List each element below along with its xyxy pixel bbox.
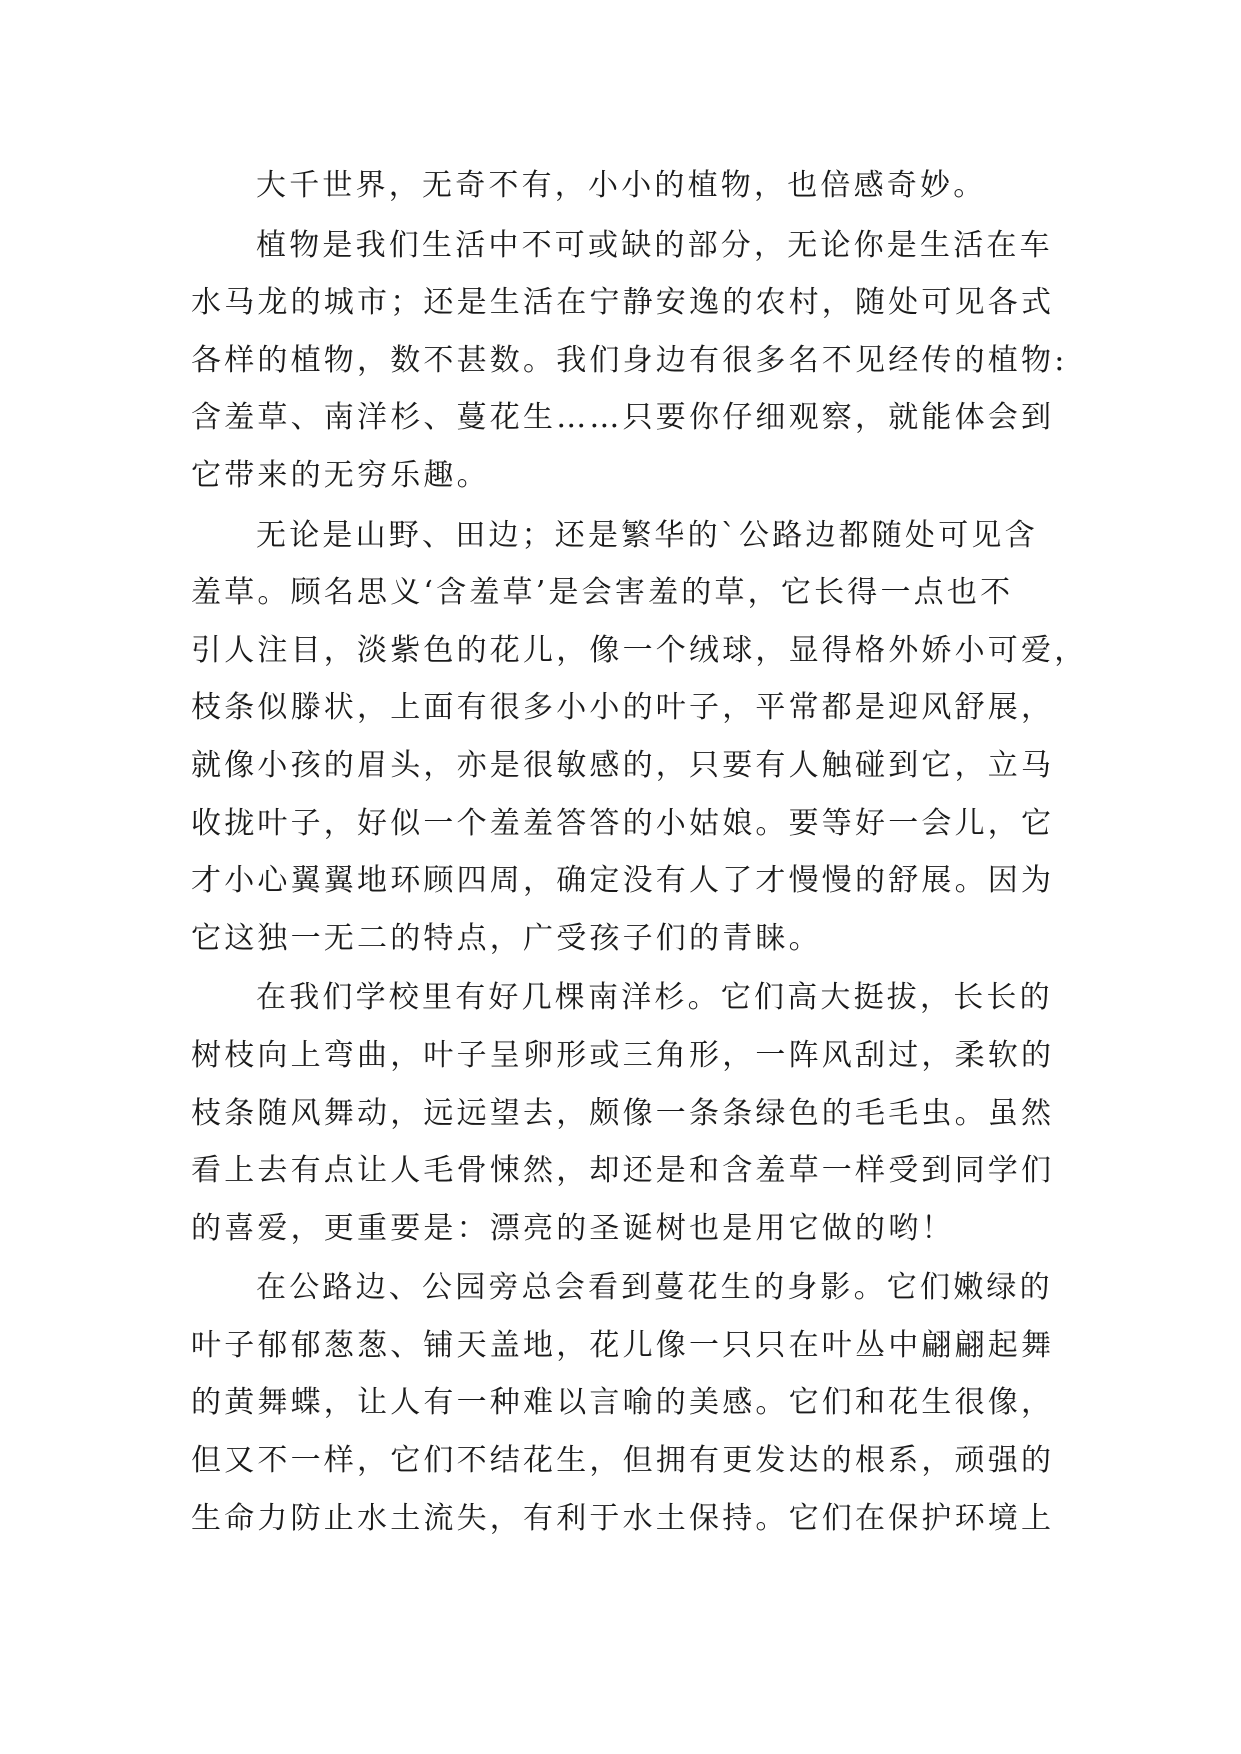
text-line: 的喜爱，更重要是：漂亮的圣诞树也是用它做的哟！ (191, 1210, 955, 1246)
text-line: 在我们学校里有好几棵南洋杉。它们高大挺拔，长长的 (256, 980, 1053, 1016)
text-line: 引人注目，淡紫色的花儿，像一个绒球，显得格外娇小可爱， (191, 632, 1088, 668)
text-line: 叶子郁郁葱葱、铺天盖地，花儿像一只只在叶丛中翩翩起舞 (191, 1327, 1055, 1363)
text-line: 枝条似滕状，上面有很多小小的叶子，平常都是迎风舒展， (191, 690, 1055, 726)
paragraph-2 (191, 217, 1068, 505)
document-body (191, 157, 1088, 1547)
text-line: 植物是我们生活中不可或缺的部分，无论你是生活在车 (256, 227, 1053, 263)
text-line: 含羞草、南洋杉、蔓花生……只要你仔细观察，就能体会到 (191, 400, 1055, 436)
text-line: 看上去有点让人毛骨悚然，却还是和含羞草一样受到同学们 (191, 1153, 1055, 1189)
text-line: 羞草。顾名思义‘含羞草’是会害羞的草，它长得一点也不 (191, 575, 1014, 611)
text-line: 的黄舞蝶，让人有一种难以言喻的美感。它们和花生很像， (191, 1385, 1055, 1421)
text-line: 它带来的无穷乐趣。 (191, 457, 490, 493)
text-line: 收拢叶子，好似一个羞羞答答的小姑娘。要等好一会儿，它 (191, 805, 1055, 841)
text-line: 无论是山野、田边；还是繁华的`公路边都随处可见含 (256, 517, 1038, 553)
text-line: 生命力防止水土流失，有利于水土保持。它们在保护环境上 (191, 1500, 1055, 1536)
text-line: 就像小孩的眉头，亦是很敏感的，只要有人触碰到它，立马 (191, 747, 1055, 783)
text-line: 它这独一无二的特点，广受孩子们的青睐。 (191, 920, 822, 956)
text-line: 大千世界，无奇不有，小小的植物，也倍感奇妙。 (256, 168, 987, 203)
paragraph-1 (191, 157, 1051, 215)
text-line: 树枝向上弯曲，叶子呈卵形或三角形，一阵风刮过，柔软的 (191, 1037, 1055, 1073)
text-line: 在公路边、公园旁总会看到蔓花生的身影。它们嫩绿的 (256, 1270, 1053, 1306)
text-line: 才小心翼翼地环顾四周，确定没有人了才慢慢的舒展。因为 (191, 863, 1055, 899)
text-line: 水马龙的城市；还是生活在宁静安逸的农村，随处可见各式 (191, 285, 1055, 321)
paragraph-3 (191, 507, 1088, 968)
text-line: 但又不一样，它们不结花生，但拥有更发达的根系，顽强的 (191, 1443, 1055, 1479)
paragraph-4 (191, 969, 1055, 1257)
paragraph-5 (191, 1259, 1055, 1547)
text-line: 枝条随风舞动，远远望去，颇像一条条绿色的毛毛虫。虽然 (191, 1095, 1055, 1131)
text-line: 各样的植物，数不甚数。我们身边有很多名不见经传的植物: (191, 342, 1068, 378)
